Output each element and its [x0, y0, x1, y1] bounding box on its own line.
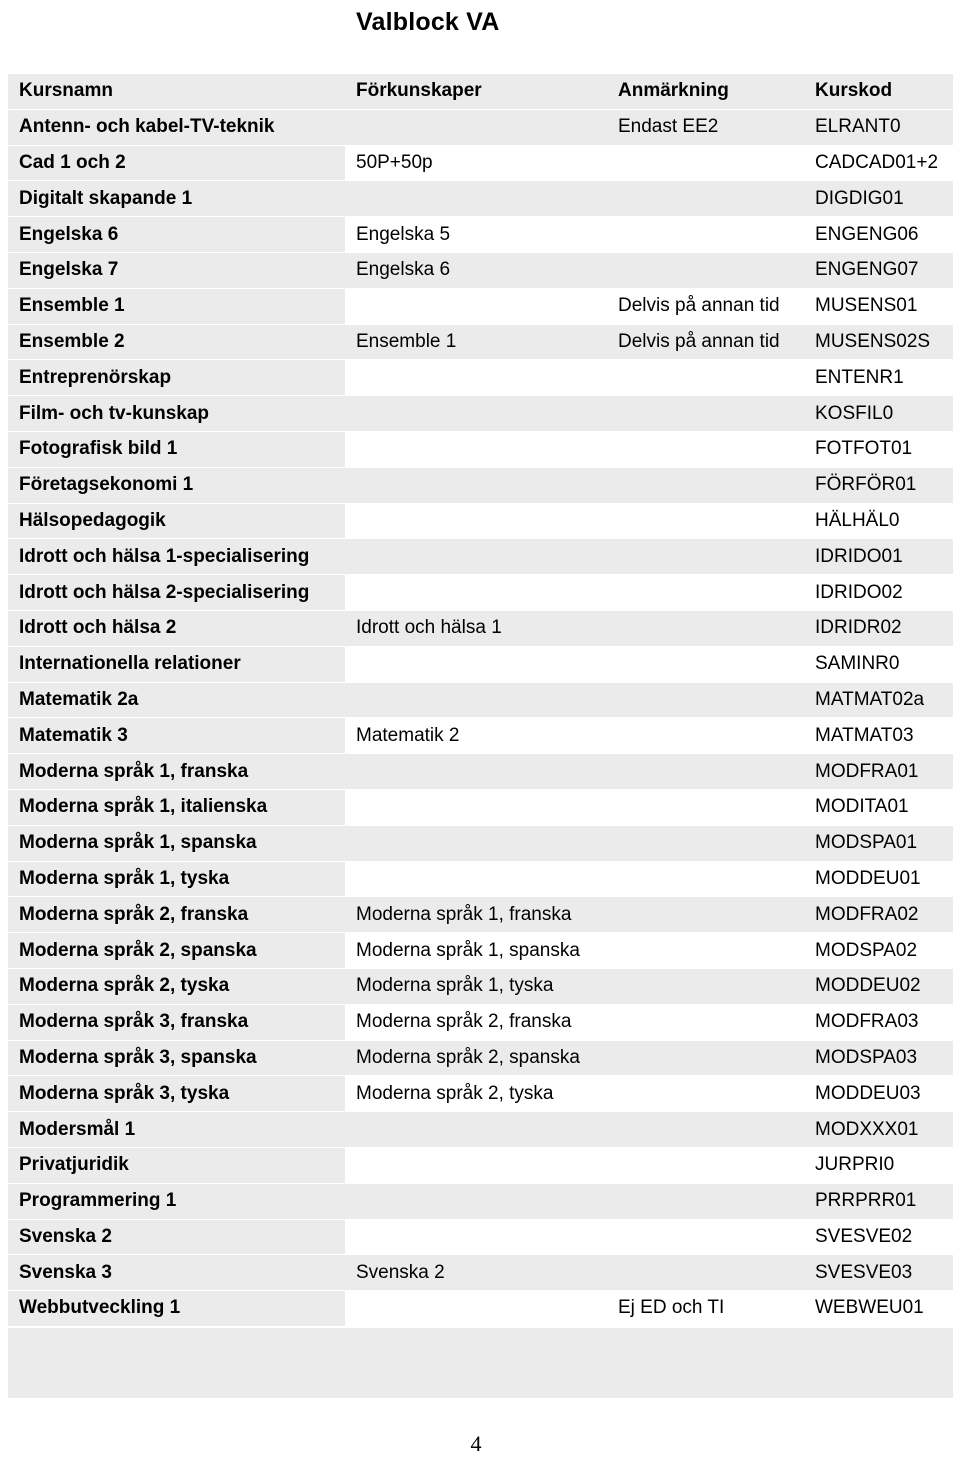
course-prereq — [345, 682, 607, 718]
course-name: Moderna språk 1, franska — [8, 754, 345, 790]
course-code: MUSENS01 — [804, 288, 953, 324]
course-note — [607, 646, 804, 682]
table-row — [8, 754, 953, 790]
course-note — [607, 610, 804, 646]
course-code: ENGENG07 — [804, 252, 953, 288]
course-prereq — [345, 396, 607, 432]
course-name: Cad 1 och 2 — [8, 145, 345, 181]
column-header-kurskod: Kurskod — [804, 74, 953, 109]
course-code: MATMAT03 — [804, 718, 953, 754]
course-prereq: Moderna språk 2, tyska — [345, 1076, 607, 1112]
course-note: Delvis på annan tid — [607, 324, 804, 360]
course-code: SAMINR0 — [804, 646, 953, 682]
table-row — [8, 1040, 953, 1076]
course-name: Idrott och hälsa 1-specialisering — [8, 539, 345, 575]
course-name: Matematik 3 — [8, 718, 345, 754]
course-code: CADCAD01+2 — [804, 145, 953, 181]
course-note — [607, 360, 804, 396]
course-prereq: Engelska 6 — [345, 252, 607, 288]
course-code: MODITA01 — [804, 789, 953, 825]
course-name: Webbutveckling 1 — [8, 1291, 345, 1327]
course-prereq — [345, 288, 607, 324]
course-name: Moderna språk 3, tyska — [8, 1076, 345, 1112]
course-name: Privatjuridik — [8, 1147, 345, 1183]
course-prereq — [345, 825, 607, 861]
page-title: Valblock VA — [356, 8, 500, 36]
table-row — [8, 575, 953, 611]
course-note — [607, 933, 804, 969]
course-code: SVESVE03 — [804, 1255, 953, 1291]
course-code: IDRIDR02 — [804, 610, 953, 646]
course-note — [607, 181, 804, 217]
course-code: DIGDIG01 — [804, 181, 953, 217]
table-row — [8, 539, 953, 575]
table-row — [8, 789, 953, 825]
table-row — [8, 1112, 953, 1148]
course-note — [607, 718, 804, 754]
empty-table-band — [8, 1328, 953, 1398]
course-name: Internationella relationer — [8, 646, 345, 682]
course-name: Hälsopedagogik — [8, 503, 345, 539]
course-note — [607, 1112, 804, 1148]
course-code: MODSPA03 — [804, 1040, 953, 1076]
course-code: IDRIDO02 — [804, 575, 953, 611]
course-name: Moderna språk 3, spanska — [8, 1040, 345, 1076]
course-prereq — [345, 754, 607, 790]
course-prereq — [345, 646, 607, 682]
table-row — [8, 897, 953, 933]
course-note — [607, 968, 804, 1004]
course-code: IDRIDO01 — [804, 539, 953, 575]
table-row — [8, 360, 953, 396]
course-code: MODSPA02 — [804, 933, 953, 969]
course-name: Ensemble 1 — [8, 288, 345, 324]
table-row — [8, 288, 953, 324]
course-code: MODSPA01 — [804, 825, 953, 861]
table-row — [8, 1147, 953, 1183]
course-prereq: Moderna språk 1, tyska — [345, 968, 607, 1004]
course-name: Moderna språk 2, spanska — [8, 933, 345, 969]
course-prereq: 50P+50p — [345, 145, 607, 181]
course-prereq: Moderna språk 2, franska — [345, 1004, 607, 1040]
course-code: MODDEU03 — [804, 1076, 953, 1112]
course-name: Företagsekonomi 1 — [8, 467, 345, 503]
course-name: Matematik 2a — [8, 682, 345, 718]
course-code: MODFRA01 — [804, 754, 953, 790]
table-row — [8, 109, 953, 145]
table-row — [8, 861, 953, 897]
course-name: Engelska 7 — [8, 252, 345, 288]
course-prereq: Moderna språk 2, spanska — [345, 1040, 607, 1076]
table-row — [8, 503, 953, 539]
course-note: Ej ED och TI — [607, 1291, 804, 1327]
table-row — [8, 324, 953, 360]
course-note — [607, 789, 804, 825]
table-row — [8, 467, 953, 503]
course-note — [607, 1004, 804, 1040]
table-row — [8, 145, 953, 181]
course-code: MODDEU02 — [804, 968, 953, 1004]
course-code: MODXXX01 — [804, 1112, 953, 1148]
course-note — [607, 1183, 804, 1219]
column-header-anmarkning: Anmärkning — [607, 74, 804, 109]
course-prereq: Svenska 2 — [345, 1255, 607, 1291]
course-code: MODDEU01 — [804, 861, 953, 897]
course-code: FOTFOT01 — [804, 431, 953, 467]
table-header-row — [8, 74, 953, 109]
table-row — [8, 646, 953, 682]
course-name: Moderna språk 2, franska — [8, 897, 345, 933]
course-code: ENGENG06 — [804, 217, 953, 253]
course-note — [607, 1076, 804, 1112]
course-prereq — [345, 181, 607, 217]
course-note — [607, 825, 804, 861]
course-name: Entreprenörskap — [8, 360, 345, 396]
course-note — [607, 1147, 804, 1183]
course-note — [607, 431, 804, 467]
course-name: Moderna språk 1, italienska — [8, 789, 345, 825]
course-prereq — [345, 503, 607, 539]
course-note — [607, 396, 804, 432]
course-note — [607, 467, 804, 503]
course-name: Engelska 6 — [8, 217, 345, 253]
course-name: Fotografisk bild 1 — [8, 431, 345, 467]
course-note: Delvis på annan tid — [607, 288, 804, 324]
course-name: Film- och tv-kunskap — [8, 396, 345, 432]
course-name: Moderna språk 1, spanska — [8, 825, 345, 861]
course-code: SVESVE02 — [804, 1219, 953, 1255]
course-note — [607, 861, 804, 897]
course-code: PRRPRR01 — [804, 1183, 953, 1219]
course-code: ELRANT0 — [804, 109, 953, 145]
course-code: MODFRA03 — [804, 1004, 953, 1040]
course-prereq — [345, 1112, 607, 1148]
table-row — [8, 682, 953, 718]
course-name: Digitalt skapande 1 — [8, 181, 345, 217]
course-note — [607, 682, 804, 718]
course-code: MODFRA02 — [804, 897, 953, 933]
course-note — [607, 539, 804, 575]
course-note — [607, 217, 804, 253]
course-table — [8, 74, 953, 1327]
table-row — [8, 1219, 953, 1255]
course-name: Idrott och hälsa 2-specialisering — [8, 575, 345, 611]
course-note — [607, 897, 804, 933]
course-prereq: Moderna språk 1, spanska — [345, 933, 607, 969]
table-row — [8, 968, 953, 1004]
course-name: Idrott och hälsa 2 — [8, 610, 345, 646]
course-note — [607, 1040, 804, 1076]
course-prereq — [345, 431, 607, 467]
course-note — [607, 503, 804, 539]
table-row — [8, 431, 953, 467]
course-code: MATMAT02a — [804, 682, 953, 718]
table-row — [8, 610, 953, 646]
course-note: Endast EE2 — [607, 109, 804, 145]
course-prereq: Matematik 2 — [345, 718, 607, 754]
course-prereq: Ensemble 1 — [345, 324, 607, 360]
course-name: Moderna språk 2, tyska — [8, 968, 345, 1004]
course-note — [607, 1255, 804, 1291]
course-prereq — [345, 360, 607, 396]
table-row — [8, 1255, 953, 1291]
course-name: Modersmål 1 — [8, 1112, 345, 1148]
course-prereq — [345, 789, 607, 825]
course-name: Antenn- och kabel-TV-teknik — [8, 109, 345, 145]
course-prereq: Engelska 5 — [345, 217, 607, 253]
course-prereq — [345, 1183, 607, 1219]
course-prereq: Moderna språk 1, franska — [345, 897, 607, 933]
course-code: HÄLHÄL0 — [804, 503, 953, 539]
course-prereq — [345, 1291, 607, 1327]
table-row — [8, 1076, 953, 1112]
course-prereq — [345, 861, 607, 897]
course-note — [607, 145, 804, 181]
course-note — [607, 575, 804, 611]
course-prereq — [345, 1219, 607, 1255]
course-note — [607, 1219, 804, 1255]
course-code: WEBWEU01 — [804, 1291, 953, 1327]
course-code: KOSFIL0 — [804, 396, 953, 432]
table-row — [8, 1291, 953, 1327]
course-prereq — [345, 467, 607, 503]
course-name: Ensemble 2 — [8, 324, 345, 360]
course-rows — [8, 109, 953, 1326]
course-prereq: Idrott och hälsa 1 — [345, 610, 607, 646]
course-prereq — [345, 539, 607, 575]
course-prereq — [345, 575, 607, 611]
course-name: Programmering 1 — [8, 1183, 345, 1219]
table-row — [8, 181, 953, 217]
course-note — [607, 754, 804, 790]
course-name: Moderna språk 3, franska — [8, 1004, 345, 1040]
course-code: FÖRFÖR01 — [804, 467, 953, 503]
column-header-forkunskaper: Förkunskaper — [345, 74, 607, 109]
course-name: Moderna språk 1, tyska — [8, 861, 345, 897]
table-row — [8, 1183, 953, 1219]
table-row — [8, 217, 953, 253]
course-prereq — [345, 109, 607, 145]
course-code: JURPRI0 — [804, 1147, 953, 1183]
table-row — [8, 718, 953, 754]
table-row — [8, 1004, 953, 1040]
course-name: Svenska 2 — [8, 1219, 345, 1255]
column-header-kursnamn: Kursnamn — [8, 74, 345, 109]
table-row — [8, 396, 953, 432]
course-code: ENTENR1 — [804, 360, 953, 396]
page-number: 4 — [470, 1431, 482, 1456]
table-row — [8, 933, 953, 969]
course-name: Svenska 3 — [8, 1255, 345, 1291]
course-note — [607, 252, 804, 288]
course-code: MUSENS02S — [804, 324, 953, 360]
table-row — [8, 252, 953, 288]
course-prereq — [345, 1147, 607, 1183]
table-row — [8, 825, 953, 861]
